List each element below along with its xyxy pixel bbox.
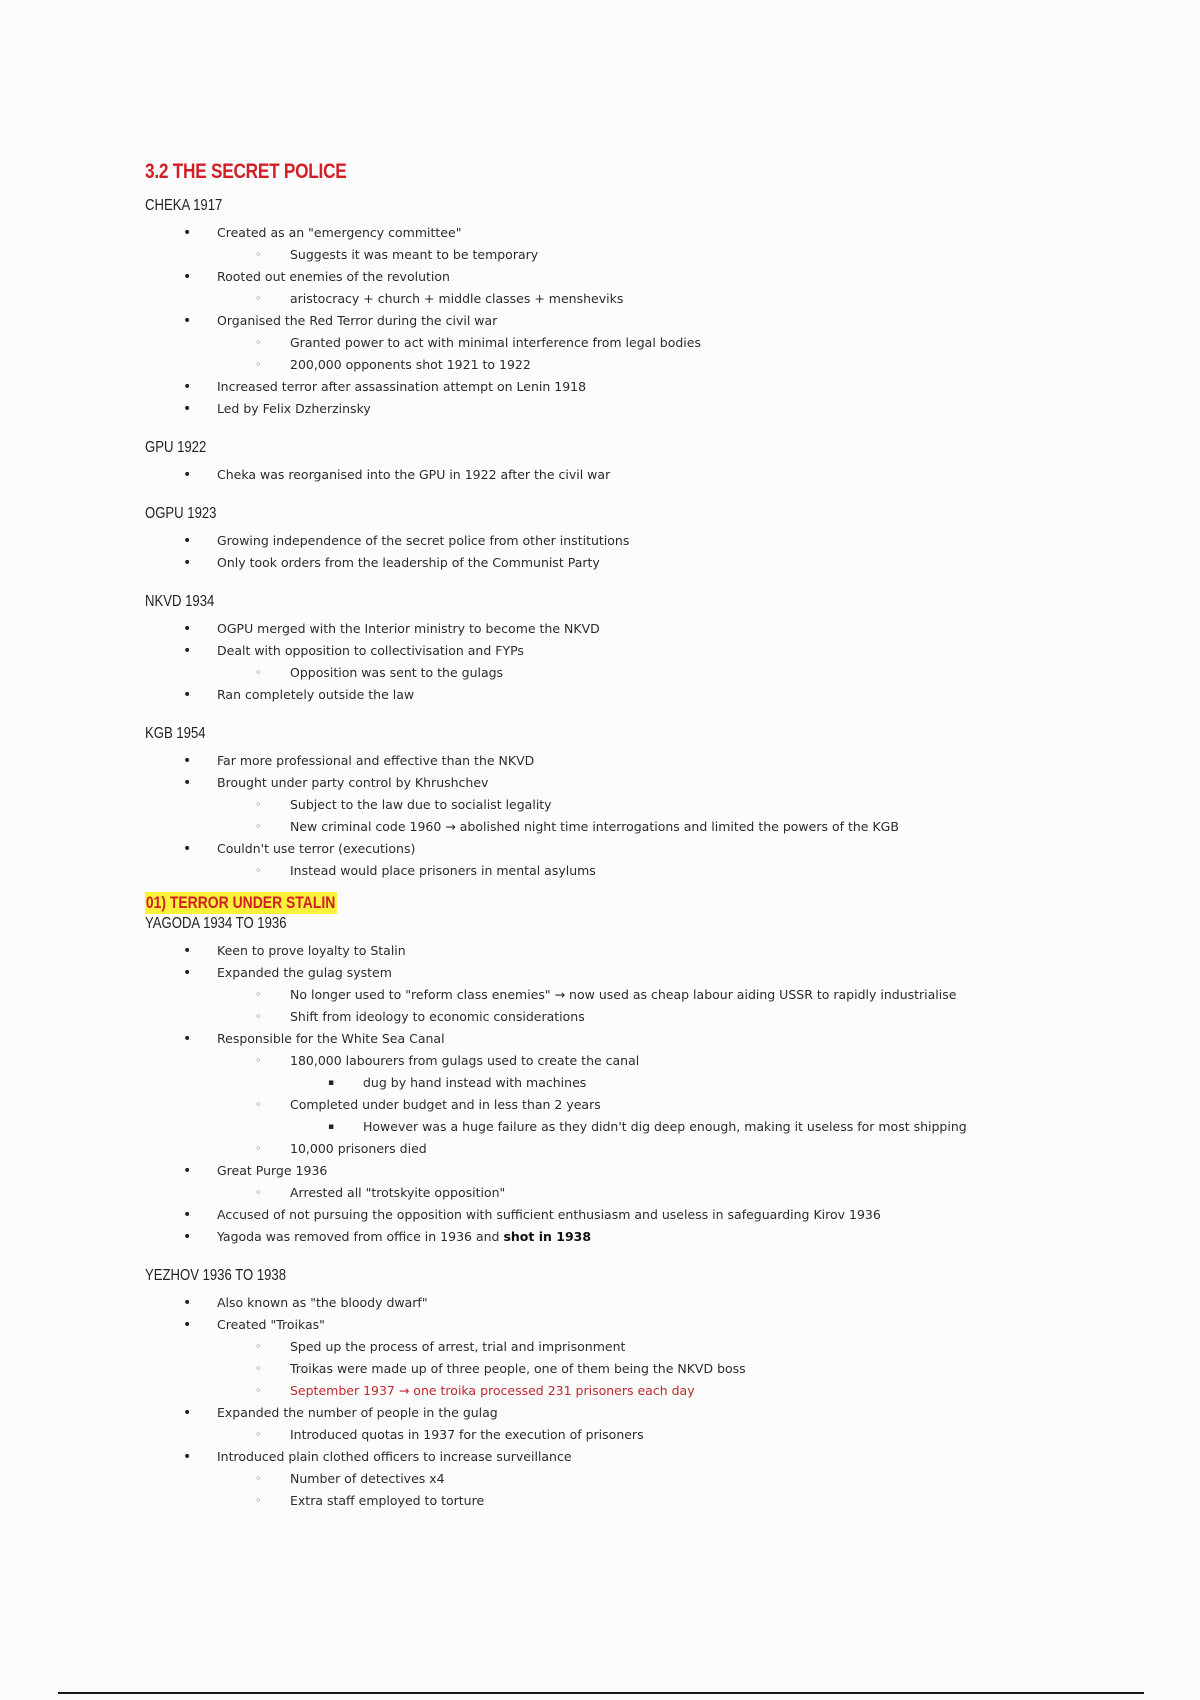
- bullet-icon: •: [183, 555, 192, 571]
- list-item-plain-text: Also known as "the bloody dwarf": [217, 1295, 428, 1310]
- list-item-plain-text: No longer used to "reform class enemies" → now used as cheap labour aiding USSR to rapidly industrialise: [290, 987, 957, 1002]
- list-item: [145, 1094, 1145, 1116]
- list-item: [145, 310, 1145, 332]
- list-item: [145, 816, 1145, 838]
- list-item-text: [217, 1226, 591, 1248]
- list-item: [145, 288, 1145, 310]
- bullet-list: [145, 1292, 1145, 1512]
- list-item-text: [290, 1380, 695, 1402]
- section-heading: YAGODA 1934 TO 1936: [145, 915, 287, 932]
- section: [145, 196, 1145, 420]
- list-item-plain-text: Instead would place prisoners in mental asylums: [290, 863, 596, 878]
- list-item-plain-text: Great Purge 1936: [217, 1163, 328, 1178]
- bullet-icon: •: [183, 1229, 192, 1245]
- bullet-icon: •: [183, 1317, 192, 1333]
- list-item: [145, 1204, 1145, 1226]
- list-item: [145, 354, 1145, 376]
- bullet-icon: •: [183, 467, 192, 483]
- bullet-list: [145, 750, 1145, 882]
- list-item-text: [290, 1006, 585, 1028]
- hollow-bullet-icon: ◦: [255, 798, 262, 811]
- list-item: [145, 1072, 1145, 1094]
- hollow-bullet-icon: ◦: [255, 292, 262, 305]
- bullet-icon: •: [183, 965, 192, 981]
- list-item-text: [290, 332, 701, 354]
- bullet-icon: •: [183, 225, 192, 241]
- list-item-plain-text: Ran completely outside the law: [217, 687, 415, 702]
- list-item: [145, 1402, 1145, 1424]
- hollow-bullet-icon: ◦: [255, 864, 262, 877]
- list-item-plain-text: Led by Felix Dzherzinsky: [217, 401, 371, 416]
- bullet-icon: •: [183, 379, 192, 395]
- list-item: [145, 266, 1145, 288]
- list-item: [145, 940, 1145, 962]
- list-item: [145, 838, 1145, 860]
- section-heading: GPU 1922: [145, 439, 207, 456]
- list-item-plain-text: Expanded the number of people in the gulag: [217, 1405, 498, 1420]
- list-item: [145, 1050, 1145, 1072]
- list-item: [145, 376, 1145, 398]
- list-item-plain-text: 10,000 prisoners died: [290, 1141, 427, 1156]
- list-item-text: [363, 1116, 967, 1138]
- list-item: [145, 618, 1145, 640]
- list-item-plain-text: Number of detectives x4: [290, 1471, 445, 1486]
- list-item: [145, 1336, 1145, 1358]
- list-item: [145, 1028, 1145, 1050]
- list-item-plain-text: Created "Troikas": [217, 1317, 325, 1332]
- hollow-bullet-icon: ◦: [255, 1362, 262, 1375]
- list-item: [145, 1006, 1145, 1028]
- list-item-plain-text: Accused of not pursuing the opposition with sufficient enthusiasm and useless in safeguarding Kirov 1936: [217, 1207, 881, 1222]
- bullet-icon: •: [183, 621, 192, 637]
- list-item: [145, 772, 1145, 794]
- list-item-text: [217, 530, 629, 552]
- section-heading: NKVD 1934: [145, 593, 215, 610]
- bullet-icon: •: [183, 313, 192, 329]
- list-item-plain-text: Far more professional and effective than the NKVD: [217, 753, 535, 768]
- list-item-text: [217, 618, 600, 640]
- list-item-plain-text: Only took orders from the leadership of the Communist Party: [217, 555, 600, 570]
- list-item-plain-text: Granted power to act with minimal interference from legal bodies: [290, 335, 701, 350]
- list-item-text: [290, 984, 956, 1006]
- list-item-plain-text: September 1937 → one troika processed 231 prisoners each day: [290, 1383, 695, 1398]
- list-item-text: [217, 266, 450, 288]
- list-item-text: [217, 684, 414, 706]
- bullet-icon: •: [183, 401, 192, 417]
- list-item-plain-text: Brought under party control by Khrushchev: [217, 775, 489, 790]
- list-item-text: [290, 1050, 639, 1072]
- list-item-plain-text: New criminal code 1960 → abolished night time interrogations and limited the powers of the KGB: [290, 819, 899, 834]
- list-item-text: [217, 1446, 572, 1468]
- square-bullet-icon: ▪: [328, 1078, 335, 1088]
- list-item: [145, 684, 1145, 706]
- list-item-plain-text: Cheka was reorganised into the GPU in 1922 after the civil war: [217, 467, 611, 482]
- list-item-plain-text: Completed under budget and in less than 2 years: [290, 1097, 601, 1112]
- section: [145, 438, 1145, 486]
- bullet-icon: •: [183, 841, 192, 857]
- list-item-bold-text: shot in 1938: [503, 1229, 592, 1244]
- list-item-plain-text: Sped up the process of arrest, trial and imprisonment: [290, 1339, 626, 1354]
- list-item: [145, 530, 1145, 552]
- list-item-text: [290, 1490, 484, 1512]
- list-item: [145, 1226, 1145, 1248]
- list-item-text: [217, 1204, 881, 1226]
- hollow-bullet-icon: ◦: [255, 988, 262, 1001]
- hollow-bullet-icon: ◦: [255, 1186, 262, 1199]
- bullet-icon: •: [183, 1207, 192, 1223]
- list-item-text: [217, 1314, 325, 1336]
- list-item-plain-text: Expanded the gulag system: [217, 965, 392, 980]
- list-item-text: [290, 1138, 427, 1160]
- list-item-plain-text: Arrested all "trotskyite opposition": [290, 1185, 506, 1200]
- list-item-text: [217, 1160, 327, 1182]
- list-item: [145, 1490, 1145, 1512]
- hollow-bullet-icon: ◦: [255, 1428, 262, 1441]
- hollow-bullet-icon: ◦: [255, 248, 262, 261]
- bullet-icon: •: [183, 687, 192, 703]
- bullet-icon: •: [183, 753, 192, 769]
- list-item: [145, 662, 1145, 684]
- list-item-text: [217, 464, 610, 486]
- list-item-text: [217, 750, 534, 772]
- list-item: [145, 1314, 1145, 1336]
- list-item-text: [290, 816, 899, 838]
- list-item: [145, 1424, 1145, 1446]
- section-heading: KGB 1954: [145, 725, 206, 742]
- highlighted-heading-text: 01) TERROR UNDER STALIN: [145, 893, 336, 912]
- list-item: [145, 398, 1145, 420]
- list-item: [145, 750, 1145, 772]
- list-item-plain-text: Organised the Red Terror during the civil war: [217, 313, 498, 328]
- hollow-bullet-icon: ◦: [255, 820, 262, 833]
- list-item: [145, 332, 1145, 354]
- section: [145, 724, 1145, 882]
- section-heading: YEZHOV 1936 TO 1938: [145, 1267, 287, 1284]
- bullet-icon: •: [183, 943, 192, 959]
- hollow-bullet-icon: ◦: [255, 1494, 262, 1507]
- list-item: [145, 1292, 1145, 1314]
- section-heading: OGPU 1923: [145, 505, 217, 522]
- list-item: [145, 984, 1145, 1006]
- list-item: [145, 794, 1145, 816]
- list-item-text: [290, 288, 623, 310]
- bullet-icon: •: [183, 1405, 192, 1421]
- list-item: [145, 1358, 1145, 1380]
- list-item-plain-text: Increased terror after assassination attempt on Lenin 1918: [217, 379, 587, 394]
- section-heading: CHEKA 1917: [145, 197, 223, 214]
- list-item-plain-text: Responsible for the White Sea Canal: [217, 1031, 445, 1046]
- list-item-text: [217, 222, 461, 244]
- hollow-bullet-icon: ◦: [255, 1472, 262, 1485]
- list-item-text: [290, 354, 531, 376]
- list-item-plain-text: 180,000 labourers from gulags used to create the canal: [290, 1053, 640, 1068]
- list-item-text: [217, 640, 524, 662]
- bullet-icon: •: [183, 1031, 192, 1047]
- section: [145, 504, 1145, 574]
- hollow-bullet-icon: ◦: [255, 1340, 262, 1353]
- list-item-text: [363, 1072, 586, 1094]
- list-item-text: [290, 1182, 505, 1204]
- list-item-text: [290, 1094, 601, 1116]
- list-item: [145, 1116, 1145, 1138]
- hollow-bullet-icon: ◦: [255, 1010, 262, 1023]
- list-item-text: [290, 1336, 625, 1358]
- list-item-plain-text: Suggests it was meant to be temporary: [290, 247, 539, 262]
- list-item-plain-text: 200,000 opponents shot 1921 to 1922: [290, 357, 531, 372]
- list-item-plain-text: Created as an "emergency committee": [217, 225, 462, 240]
- list-item-text: [217, 1402, 498, 1424]
- bullet-icon: •: [183, 643, 192, 659]
- square-bullet-icon: ▪: [328, 1122, 335, 1132]
- list-item-text: [290, 662, 503, 684]
- list-item-text: [217, 838, 415, 860]
- list-item-plain-text: Keen to prove loyalty to Stalin: [217, 943, 406, 958]
- hollow-bullet-icon: ◦: [255, 1054, 262, 1067]
- list-item-text: [290, 860, 596, 882]
- list-item: [145, 860, 1145, 882]
- list-item-text: [217, 962, 392, 984]
- bullet-list: [145, 940, 1145, 1248]
- list-item-plain-text: OGPU merged with the Interior ministry to become the NKVD: [217, 621, 600, 636]
- hollow-bullet-icon: ◦: [255, 666, 262, 679]
- list-item-text: [290, 244, 538, 266]
- list-item-plain-text: Introduced plain clothed officers to increase surveillance: [217, 1449, 572, 1464]
- list-item-text: [217, 1292, 428, 1314]
- list-item-plain-text: Couldn't use terror (executions): [217, 841, 416, 856]
- hollow-bullet-icon: ◦: [255, 1142, 262, 1155]
- list-item: [145, 1182, 1145, 1204]
- list-item: [145, 962, 1145, 984]
- highlighted-heading: [145, 892, 379, 914]
- list-item-text: [217, 772, 488, 794]
- section: [145, 592, 1145, 706]
- bullet-icon: •: [183, 775, 192, 791]
- footer-rule: [58, 1692, 1144, 1694]
- list-item-plain-text: Dealt with opposition to collectivisation and FYPs: [217, 643, 524, 658]
- hollow-bullet-icon: ◦: [255, 358, 262, 371]
- list-item: [145, 552, 1145, 574]
- bullet-icon: •: [183, 1295, 192, 1311]
- page-title: 3.2 THE SECRET POLICE: [145, 160, 347, 183]
- list-item-plain-text: Shift from ideology to economic considerations: [290, 1009, 585, 1024]
- list-item: [145, 1138, 1145, 1160]
- list-item-plain-text: Growing independence of the secret police from other institutions: [217, 533, 630, 548]
- list-item-plain-text: Opposition was sent to the gulags: [290, 665, 504, 680]
- list-item: [145, 244, 1145, 266]
- bullet-icon: •: [183, 269, 192, 285]
- sections-container: [145, 196, 1145, 1512]
- bullet-icon: •: [183, 1163, 192, 1179]
- list-item: [145, 1468, 1145, 1490]
- list-item-plain-text: Extra staff employed to torture: [290, 1493, 485, 1508]
- list-item-text: [217, 1028, 445, 1050]
- list-item: [145, 1446, 1145, 1468]
- bullet-icon: •: [183, 533, 192, 549]
- list-item-text: [217, 940, 406, 962]
- hollow-bullet-icon: ◦: [255, 336, 262, 349]
- list-item-plain-text: Introduced quotas in 1937 for the execution of prisoners: [290, 1427, 644, 1442]
- bullet-icon: •: [183, 1449, 192, 1465]
- list-item: [145, 222, 1145, 244]
- list-item-plain-text: However was a huge failure as they didn't dig deep enough, making it useless for most shipping: [363, 1119, 967, 1134]
- list-item-text: [217, 310, 497, 332]
- bullet-list: [145, 222, 1145, 420]
- list-item-plain-text: Yagoda was removed from office in 1936 and: [217, 1229, 504, 1244]
- list-item: [145, 464, 1145, 486]
- list-item-text: [217, 376, 586, 398]
- hollow-bullet-icon: ◦: [255, 1098, 262, 1111]
- list-item-plain-text: aristocracy + church + middle classes + mensheviks: [290, 291, 624, 306]
- list-item-plain-text: Subject to the law due to socialist legality: [290, 797, 552, 812]
- list-item-plain-text: Troikas were made up of three people, one of them being the NKVD boss: [290, 1361, 746, 1376]
- hollow-bullet-icon: ◦: [255, 1384, 262, 1397]
- list-item-plain-text: dug by hand instead with machines: [363, 1075, 587, 1090]
- document-page: [145, 160, 1145, 1512]
- list-item-text: [217, 552, 600, 574]
- list-item-text: [217, 398, 371, 420]
- list-item-text: [290, 794, 552, 816]
- bullet-list: [145, 464, 1145, 486]
- bullet-list: [145, 618, 1145, 706]
- list-item-text: [290, 1468, 445, 1490]
- list-item-text: [290, 1358, 746, 1380]
- list-item-text: [290, 1424, 644, 1446]
- section: [145, 892, 1145, 1248]
- list-item-plain-text: Rooted out enemies of the revolution: [217, 269, 450, 284]
- section: [145, 1266, 1145, 1512]
- list-item: [145, 1380, 1145, 1402]
- bullet-list: [145, 530, 1145, 574]
- list-item: [145, 640, 1145, 662]
- list-item: [145, 1160, 1145, 1182]
